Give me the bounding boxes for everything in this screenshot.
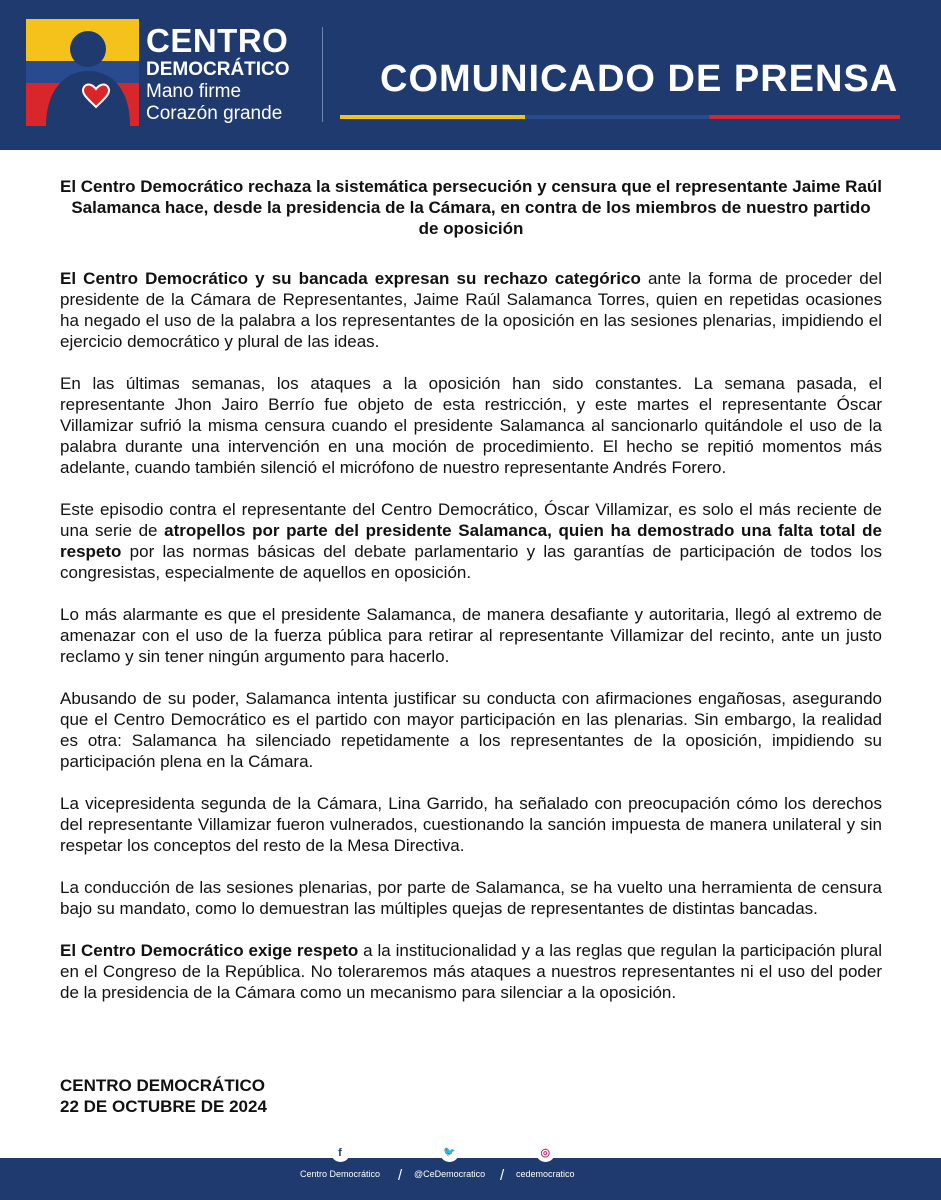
paragraph-2: En las últimas semanas, los ataques a la oposición han sido constantes. La semana pasada, el representante Jhon Jairo Berrío fue objeto de esta restricción, y este martes el representante Óscar Villamizar sufrió la misma censura cuando el presidente Salamanca al sancionarlo quitándole el uso de la palabra durante una intervención en una moción de procedimiento. El hecho se repitió momentos más adelante, cuando también silenció el micrófono de nuestro representante Andrés Forero. bbox=[60, 374, 882, 477]
paragraph-4: Lo más alarmante es que el presidente Salamanca, de manera desafiante y autoritaria, llegó al extremo de amenazar con el uso de la fuerza pública para retirar al representante Villamizar del recinto, ante un justo reclamo y sin tener ningún argumento para hacerlo. bbox=[60, 605, 882, 666]
brand-slogan-2: Corazón grande bbox=[146, 103, 283, 124]
header-banner bbox=[0, 0, 941, 150]
brand-slogan-1: Mano firme bbox=[146, 81, 242, 102]
paragraph-1-bold: El Centro Democrático y su bancada expresan su rechazo categórico bbox=[60, 269, 641, 288]
press-body bbox=[60, 268, 882, 1024]
paragraph-7: La conducción de las sesiones plenarias, por parte de Salamanca, se ha vuelto una herramienta de censura bajo su mandato, como lo demuestran las múltiples quejas de representantes de distintas bancadas. bbox=[60, 878, 882, 918]
paragraph-5: Abusando de su poder, Salamanca intenta justificar su conducta con afirmaciones engañosas, asegurando que el Centro Democrático es el partido con mayor participación en las plenarias. Sin embargo, la realidad es otra: Salamanca ha silenciado repetidamente a los representantes de la oposición, impidiendo su participación plena en la Cámara. bbox=[60, 689, 882, 771]
press-release-title: COMUNICADO DE PRENSA bbox=[380, 58, 899, 100]
paragraph-3-bold: atropellos por parte del presidente Salamanca, quien ha demostrado una falta total de respeto bbox=[60, 521, 882, 561]
signature-date: 22 DE OCTUBRE DE 2024 bbox=[60, 1097, 267, 1116]
paragraph-8 bbox=[60, 940, 882, 1003]
instagram-label: cedemocratico bbox=[516, 1169, 575, 1179]
brand-text bbox=[146, 24, 290, 125]
facebook-icon: f bbox=[331, 1143, 350, 1162]
footer-separator: / bbox=[398, 1167, 403, 1184]
brand-line-1: CENTRO bbox=[146, 22, 289, 59]
twitter-label: @CeDemocratico bbox=[414, 1169, 486, 1179]
paragraph-1-text: ante la forma de proceder del presidente de la Cámara de Representantes, Jaime Raúl Salamanca Torres, quien en repetidas ocasiones ha negado el uso de la palabra a los representantes de la oposición en las sesiones plenarias, impidiendo el ejercicio democrático y plural de las ideas. bbox=[60, 269, 882, 351]
headline: El Centro Democrático rechaza la sistemática persecución y censura que el representante Jaime Raúl Salamanca hace, desde la presidencia de la Cámara, en contra de los miembros de nuestro partido de oposición bbox=[60, 177, 883, 238]
brand-line-2: DEMOCRÁTICO bbox=[146, 59, 290, 80]
footer-separator: / bbox=[500, 1167, 505, 1184]
silhouette-heart-icon bbox=[26, 19, 139, 126]
header-divider bbox=[322, 27, 323, 122]
paragraph-8-bold: El Centro Democrático exige respeto bbox=[60, 941, 359, 960]
signature-org: CENTRO DEMOCRÁTICO bbox=[60, 1076, 265, 1095]
facebook-label: Centro Democrático bbox=[300, 1169, 381, 1179]
paragraph-3-text-b: por las normas básicas del debate parlamentario y las garantías de participación de todos los congresistas, especialmente de aquellos en oposición. bbox=[60, 542, 882, 582]
instagram-icon: ◎ bbox=[536, 1143, 555, 1162]
instagram-link[interactable] bbox=[516, 1143, 575, 1179]
paragraph-1 bbox=[60, 268, 882, 352]
paragraph-8-text: a la institucionalidad y a las reglas que regulan la participación plural en el Congreso de la República. No toleraremos más ataques a nuestros representantes ni el uso del poder de la presidencia de la Cámara como un mecanismo para silenciar a la oposición. bbox=[60, 941, 882, 1002]
twitter-icon: 🐦 bbox=[440, 1143, 459, 1162]
paragraph-3-text-a: Este episodio contra el representante del Centro Democrático, Óscar Villamizar, es solo el más reciente de una serie de bbox=[60, 500, 882, 540]
signature-block bbox=[60, 1075, 267, 1117]
flag-color-line bbox=[340, 115, 900, 119]
paragraph-6: La vicepresidenta segunda de la Cámara, Lina Garrido, ha señalado con preocupación cómo los derechos del representante Villamizar fueron vulnerados, cuestionando la sanción impuesta de manera unilateral y sin respetar los conceptos del resto de la Mesa Directiva. bbox=[60, 794, 882, 855]
twitter-link[interactable] bbox=[414, 1143, 485, 1179]
party-logo bbox=[26, 19, 139, 126]
paragraph-3 bbox=[60, 499, 882, 583]
facebook-link[interactable] bbox=[300, 1143, 380, 1179]
